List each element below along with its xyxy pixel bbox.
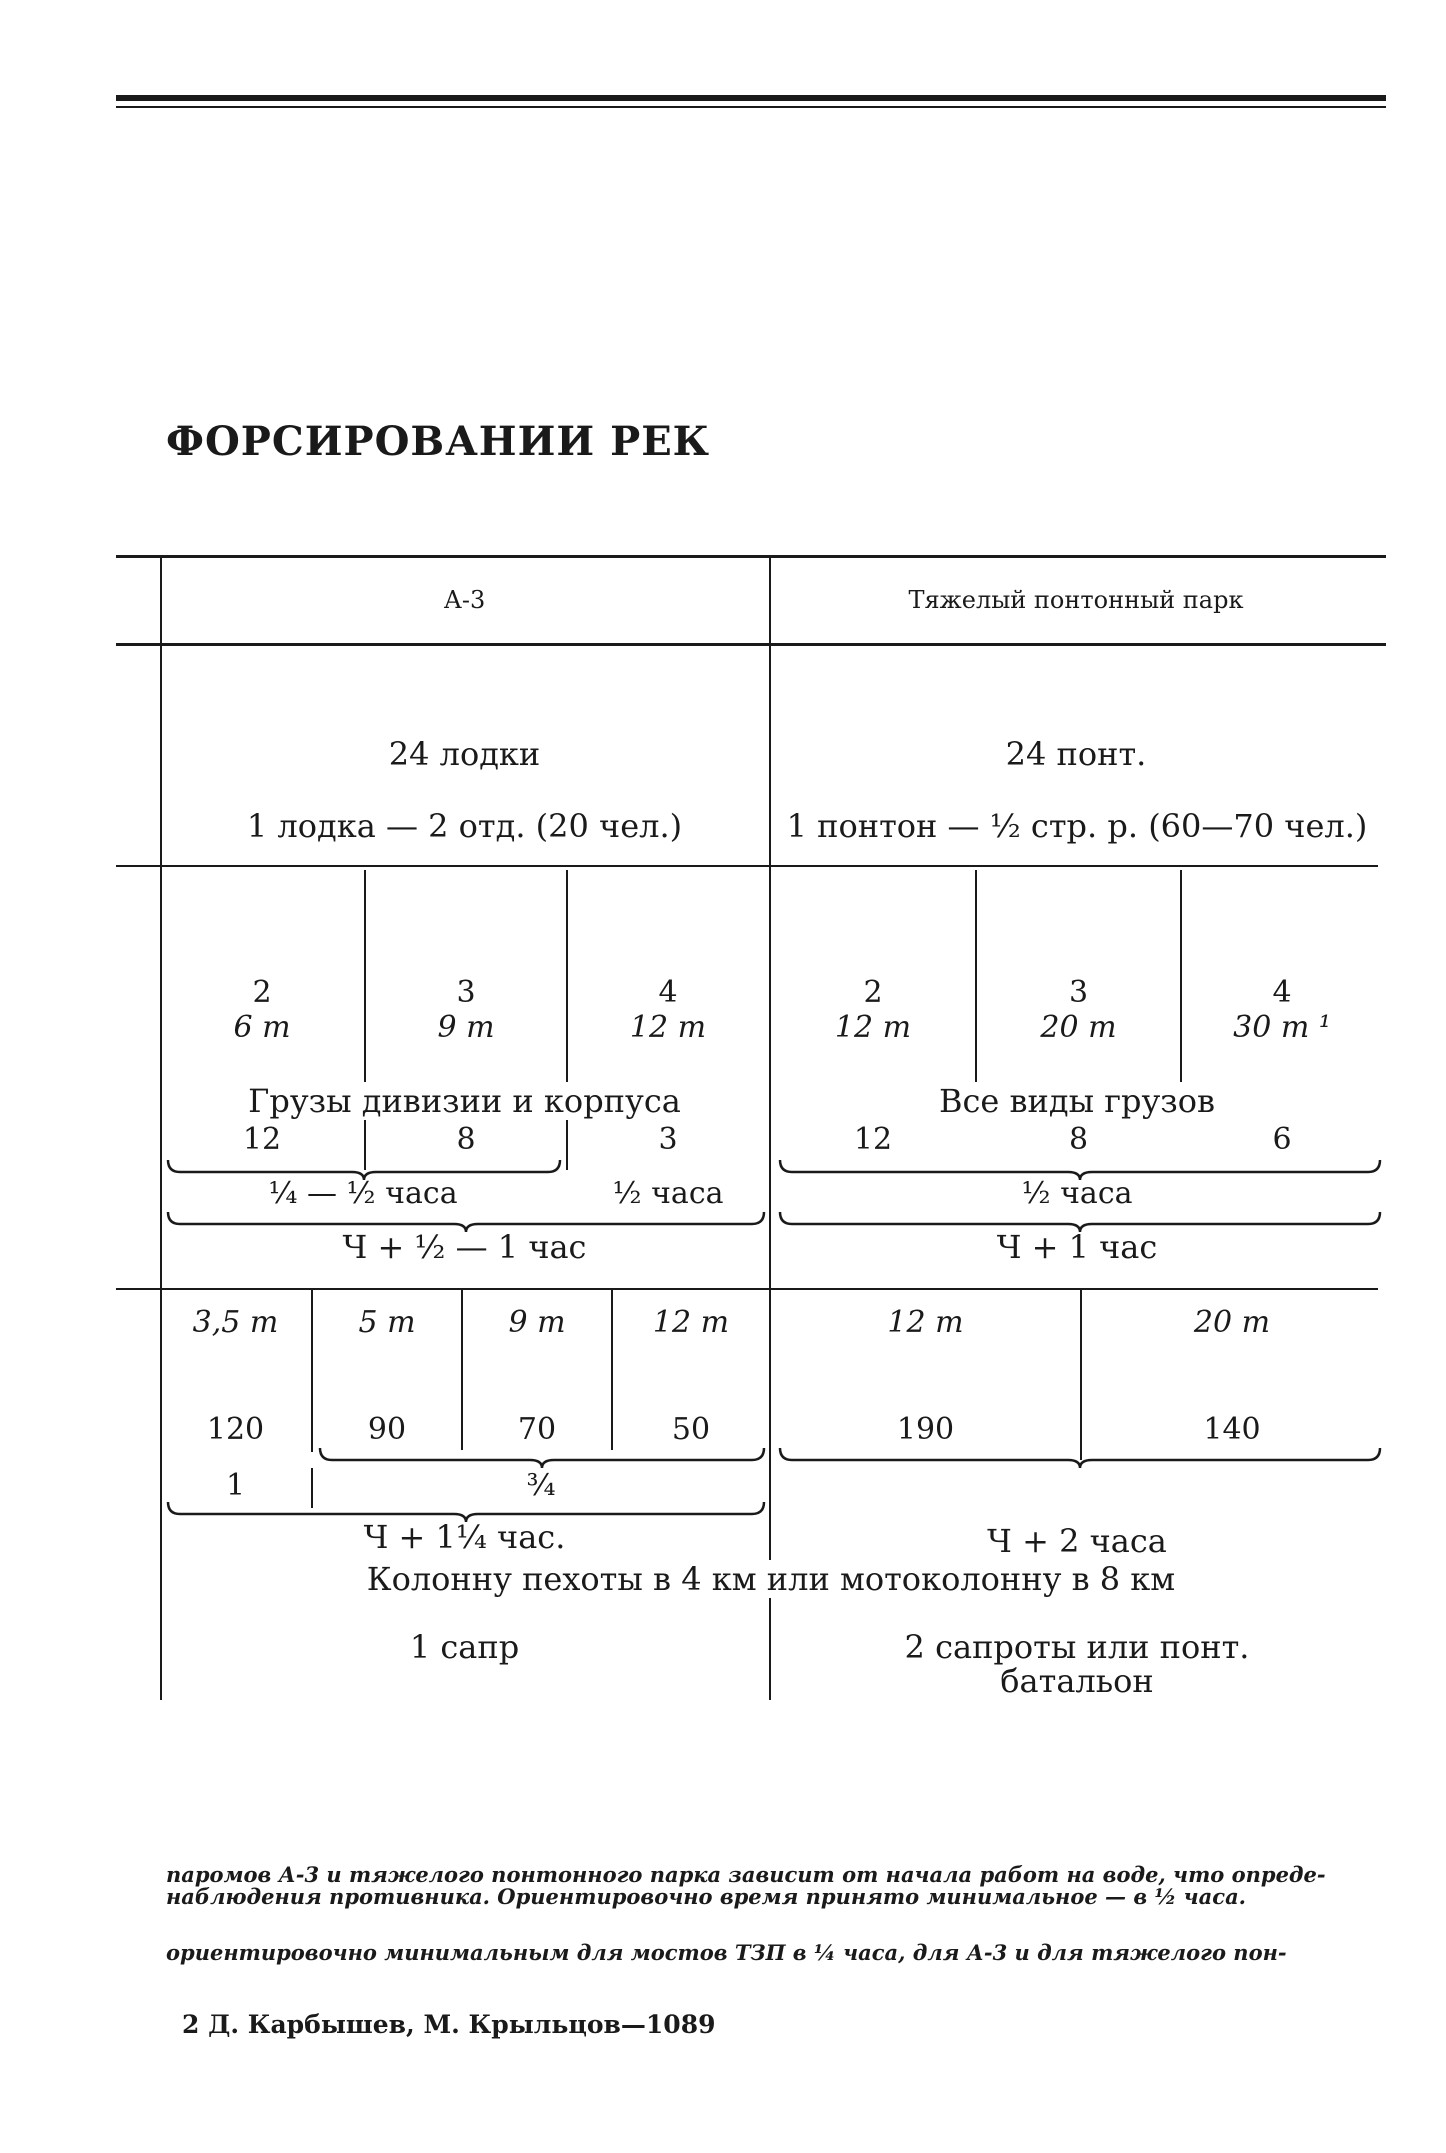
row3-left-load-2-text: 5 т xyxy=(358,1305,416,1340)
row2-left-cell-3-n: 4 xyxy=(658,975,678,1010)
row2-left-cell-3-load-text: 12 т xyxy=(629,1010,707,1045)
row3-right-load-1 xyxy=(771,1305,1080,1340)
row4-right-line2: батальон xyxy=(1000,1662,1154,1700)
row3-right-load-1-text: 12 т xyxy=(887,1305,964,1340)
row2-right-cell-3-n: 4 xyxy=(1272,975,1292,1010)
row2-right-time: ½ часа xyxy=(1021,1176,1133,1211)
row3-right-total: Ч + 2 часа xyxy=(987,1522,1167,1560)
row3-right-count-1: 190 xyxy=(896,1412,955,1447)
brace-row3-right xyxy=(778,1446,1382,1468)
row2-left-cell-2-n: 3 xyxy=(456,975,476,1010)
row1-left-count: 24 лодки xyxy=(388,735,541,773)
row2-left-cargo-text: Грузы дивизии и корпуса xyxy=(244,1082,685,1120)
row1-bottom-rule xyxy=(116,865,1378,867)
top-rule-thin xyxy=(116,106,1386,108)
page-title: ФОРСИРОВАНИИ РЕК xyxy=(166,418,711,465)
row2-left-cell-1-load xyxy=(160,1010,364,1045)
row4-right-line1: 2 сапроты или понт. xyxy=(904,1628,1250,1666)
row2-right-cell-1-n: 2 xyxy=(863,975,883,1010)
row3-left-total: Ч + 1¼ час. xyxy=(363,1518,566,1556)
row2-right-cell-2-n: 3 xyxy=(1068,975,1089,1010)
row2-bottom-rule xyxy=(116,1288,1378,1290)
row2-left-cargo xyxy=(160,1082,769,1120)
header-bottom-rule xyxy=(116,643,1386,646)
row2-left-time-a: ¼ — ½ часа xyxy=(268,1176,458,1211)
footnote-line-3: ориентировочно минимальным для мостов ТЗП в ¼ часа, для А-3 и для тяжелого пон- xyxy=(166,1940,1287,1965)
row2-left-count-2: 8 xyxy=(456,1122,476,1157)
row2-left-cell-2-load-text: 9 т xyxy=(437,1010,495,1045)
row2-right-cargo-text: Все виды грузов xyxy=(935,1082,1219,1120)
row1-left-capacity: 1 лодка — 2 отд. (20 чел.) xyxy=(246,807,683,845)
row3-left-load-4 xyxy=(613,1305,769,1340)
row3-left-load-2 xyxy=(313,1305,461,1340)
row2-right-total: Ч + 1 час xyxy=(996,1228,1158,1266)
header-a3: А-3 xyxy=(443,586,486,614)
row1-right-count: 24 понт. xyxy=(1005,735,1147,773)
footnote-line-1: паромов А-3 и тяжелого понтонного парка зависит от начала работ на воде, что опреде- xyxy=(166,1862,1326,1887)
row2-left-time-b: ½ часа xyxy=(612,1176,724,1211)
row3-right-count-2: 140 xyxy=(1203,1412,1261,1447)
row3-column-note-text: Колонну пехоты в 4 км или мотоколонну в 8 км xyxy=(361,1560,1181,1598)
row3-left-load-4-text: 12 т xyxy=(652,1305,730,1340)
row3-left-load-1-text: 3,5 т xyxy=(192,1305,279,1340)
row3-right-load-2-text: 20 т xyxy=(1193,1305,1271,1340)
row2-right-cell-1-load-text: 12 т xyxy=(834,1010,912,1045)
row2-left-cell-3-load xyxy=(568,1010,768,1045)
row4-left: 1 сапр xyxy=(409,1628,520,1666)
row2-right-cell-2-load-text: 20 т xyxy=(1040,1010,1117,1045)
top-rule xyxy=(116,95,1386,101)
row3-left-count-3: 70 xyxy=(517,1412,557,1447)
row2-left-cell-1-load-text: 6 т xyxy=(233,1010,291,1045)
row2-right-cargo xyxy=(771,1082,1383,1120)
row2-left-cell-2-load xyxy=(366,1010,566,1045)
row2-right-cell-2-load xyxy=(977,1010,1180,1045)
footnote-line-2: наблюдения противника. Ориентировочно время принято минимальное — в ½ часа. xyxy=(166,1884,1246,1909)
brace-row3-left-small xyxy=(318,1446,766,1468)
header-heavy-pontoon: Тяжелый понтонный парк xyxy=(908,586,1244,614)
row3-left-time-b: ¾ xyxy=(526,1468,556,1503)
row2-right-cell-1-load xyxy=(771,1010,975,1045)
row3-left-count-4: 50 xyxy=(671,1412,711,1447)
row3-column-note xyxy=(160,1560,1382,1598)
row3-left-count-2: 90 xyxy=(367,1412,407,1447)
table-top-rule xyxy=(116,555,1386,558)
row3-left-time-a: 1 xyxy=(225,1468,246,1503)
row2-right-count-3: 6 xyxy=(1272,1122,1292,1157)
row2-left-count-1: 12 xyxy=(242,1122,282,1157)
row2-right-cell-3-load-text: 30 т ¹ xyxy=(1233,1010,1331,1045)
row2-right-cell-3-load xyxy=(1182,1010,1382,1045)
row2-right-count-2: 8 xyxy=(1068,1122,1089,1157)
row1-right-capacity: 1 понтон — ½ стр. р. (60—70 чел.) xyxy=(786,807,1368,845)
row2-left-cell-1-n: 2 xyxy=(252,975,272,1010)
row3-left-load-3 xyxy=(463,1305,611,1340)
row2-right-count-1: 12 xyxy=(853,1122,893,1157)
row3-left-load-1 xyxy=(160,1305,311,1340)
page-footer-signature: 2 Д. Карбышев, М. Крыльцов—1089 xyxy=(182,2010,716,2039)
row3-left-load-3-text: 9 т xyxy=(508,1305,566,1340)
row2-left-total: Ч + ½ — 1 час xyxy=(342,1228,587,1266)
row3-left-count-1: 120 xyxy=(206,1412,265,1447)
row3-right-load-2 xyxy=(1082,1305,1382,1340)
row2-left-count-3: 3 xyxy=(658,1122,678,1157)
